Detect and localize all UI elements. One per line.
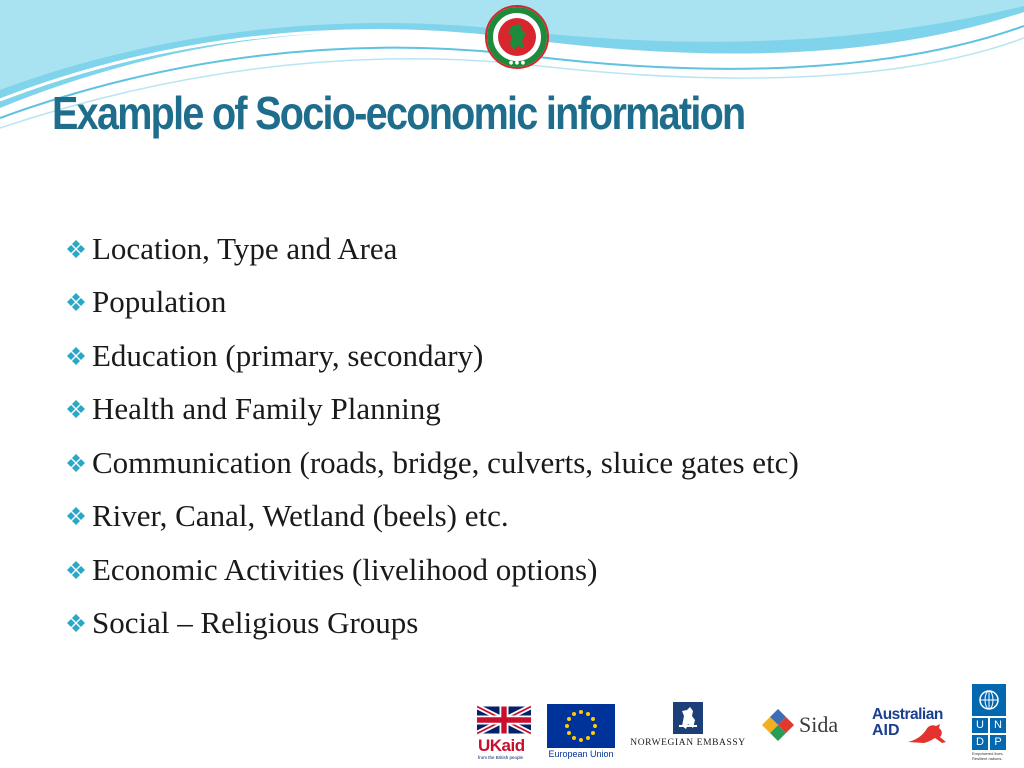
undp-letter: D [976,736,984,748]
bullet-text: River, Canal, Wetland (beels) etc. [92,498,509,534]
undp-letter-box [972,735,988,750]
australian-aid-line2: AID [872,722,900,739]
bullet-text: Social – Religious Groups [92,605,419,641]
list-item [62,597,799,651]
bullet-text: Health and Family Planning [92,391,441,427]
ukaid-tagline: from the British people [478,755,524,760]
list-item [62,222,799,276]
list-item [62,436,799,490]
diamond-bullet-icon [62,609,90,637]
list-item [62,276,799,330]
diamond-bullet-icon [62,288,90,316]
undp-letter-box [990,735,1006,750]
slide-title: Example of Socio-economic information [52,87,745,139]
diamond-bullet-icon [62,556,90,584]
ukaid-logo [476,704,532,762]
bullet-list [62,222,799,650]
norwegian-embassy-label: NORWEGIAN EMBASSY [630,738,746,748]
bullet-text: Location, Type and Area [92,230,398,266]
undp-letter: N [994,719,1002,731]
undp-letter: P [994,736,1002,748]
union-flag-icon [477,704,531,736]
diamond-bullet-icon [62,235,90,263]
sida-label: Sida [799,712,839,737]
diamond-bullet-icon [62,502,90,530]
sida-logo [759,706,843,746]
svg-text:● ● ●: ● ● ● [508,60,526,66]
ukaid-brand-text: UKaid [478,736,525,755]
australian-aid-logo [872,706,958,752]
eu-label: European Union [548,749,614,759]
diamond-bullet-icon [62,449,90,477]
bangladesh-government-seal-icon [484,4,550,70]
bullet-text: Population [92,284,227,320]
bullet-text: Economic Activities (livelihood options) [92,551,598,587]
diamond-bullet-icon [62,395,90,423]
norwegian-lion-crest-icon [673,702,703,734]
undp-letter: U [976,719,984,731]
bullet-text: Education (primary, secondary) [92,337,484,373]
list-item [62,329,799,383]
kangaroo-icon [906,722,952,744]
list-item [62,490,799,544]
undp-letter-box [972,718,988,733]
undp-tagline: Empowered lives. Resilient nations. [972,751,1004,761]
norwegian-embassy-logo [630,702,746,752]
donor-logos [0,680,1024,768]
australian-aid-line1: Australian [872,706,943,723]
un-emblem-icon [972,684,1006,716]
eu-logo [547,704,615,762]
bullet-text: Communication (roads, bridge, culverts, sluice gates etc) [92,444,799,480]
undp-letter-box [990,718,1006,733]
sida-diamond-icon [759,706,797,744]
diamond-bullet-icon [62,342,90,370]
list-item [62,383,799,437]
undp-logo [972,684,1008,764]
eu-flag-icon [547,704,615,748]
list-item [62,543,799,597]
